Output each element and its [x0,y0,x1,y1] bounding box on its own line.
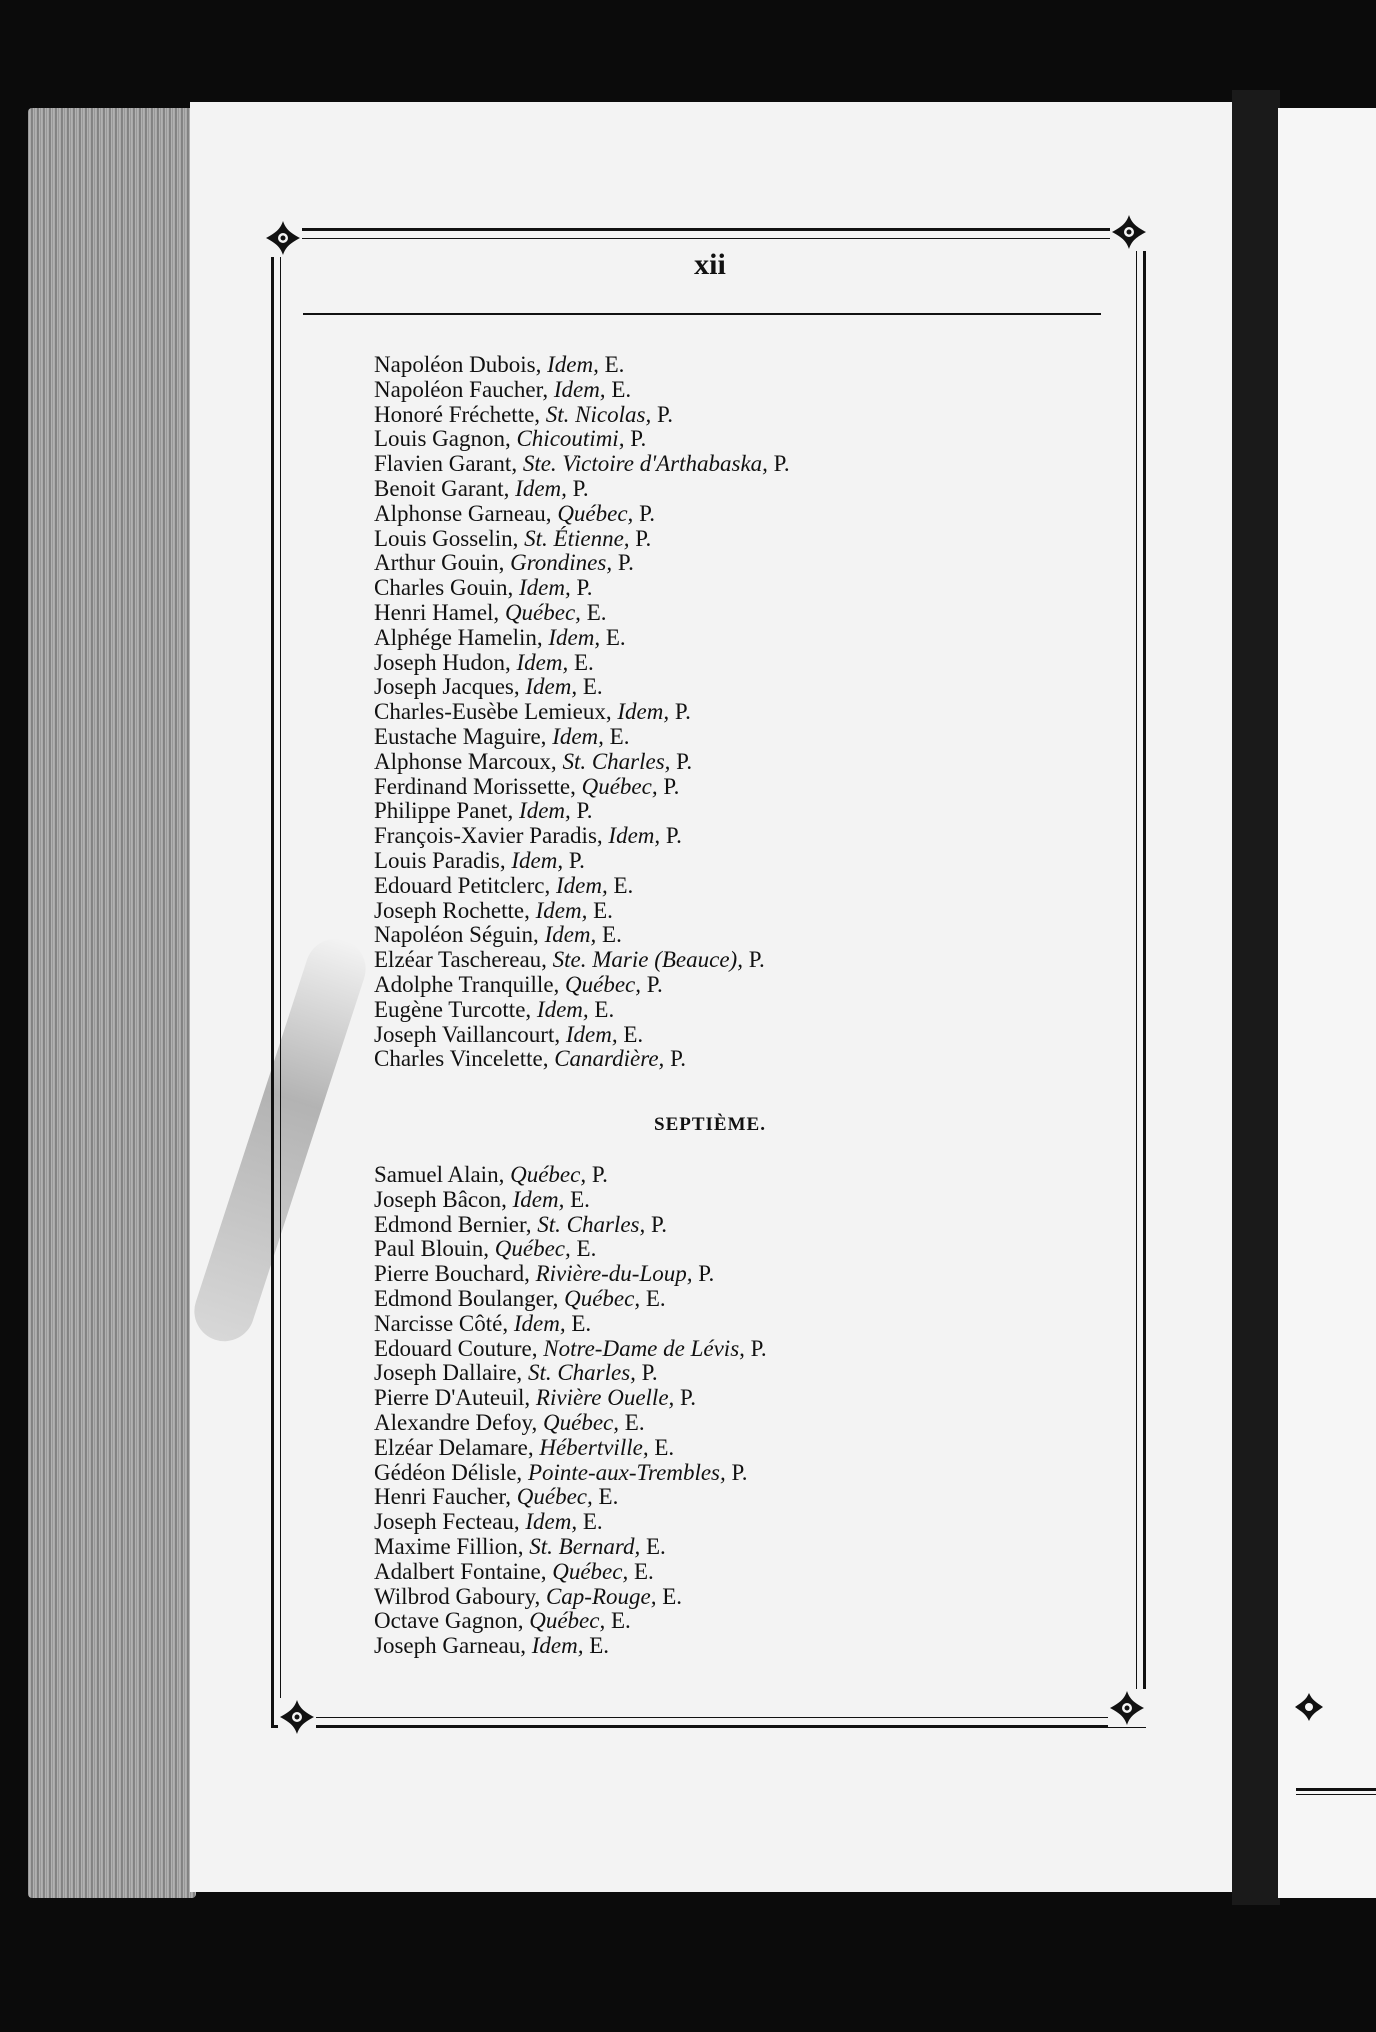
student-name: Adalbert Fontaine, [374,1558,547,1584]
list-item [374,601,790,626]
list-item [374,1163,767,1188]
book-gutter [1232,90,1280,1905]
list-item [374,403,790,428]
student-place: Québec, [565,971,642,997]
student-status: E. [633,1558,654,1584]
list-item [374,378,790,403]
student-name: Joseph Vaillancourt, [374,1021,561,1047]
student-status: E. [624,1409,645,1435]
student-name: Louis Gosselin, [374,525,519,551]
student-name: Napoléon Faucher, [374,376,549,402]
student-name: Samuel Alain, [374,1162,505,1187]
student-place: Notre-Dame de Lévis, [543,1335,745,1361]
student-name: Philippe Panet, [374,798,514,824]
student-name: Gédéon Délisle, [374,1459,523,1485]
list-item [374,1634,767,1659]
student-name: Henri Faucher, [374,1484,512,1510]
student-place: Idem, [536,996,589,1022]
list-item [374,427,790,452]
student-status: E. [654,1434,675,1460]
student-place: St. Charles, [562,748,671,774]
header-rule [303,313,1101,315]
student-status: P. [630,426,647,452]
student-place: Idem, [552,723,604,749]
student-place: Cap-Rouge, [545,1583,657,1609]
student-place: Québec, [510,1162,587,1187]
student-status: E. [582,674,603,700]
student-status: E. [609,723,630,749]
student-place: Idem, [565,1021,618,1047]
list-item [374,1237,767,1262]
list-item [374,1535,767,1560]
student-place: Idem, [511,847,564,873]
student-status: P. [576,798,593,824]
student-place: Québec, [504,599,581,625]
student-status: E. [605,624,626,650]
corner-ornament-bottom-left-icon [278,1698,316,1736]
student-status: E. [586,599,607,625]
list-item [374,1461,767,1486]
student-status: E. [570,1186,590,1212]
student-place: St. Étienne, [524,525,630,551]
list-item [374,1023,790,1048]
list-item [374,1609,767,1634]
student-name: Alphonse Marcoux, [374,748,557,774]
corner-ornament-top-right-icon [1110,213,1148,251]
student-status: P. [656,401,673,427]
corner-ornament-bottom-right-icon [1108,1689,1146,1727]
student-place: Québec, [543,1409,620,1435]
list-item [374,948,790,973]
list-item [374,1188,767,1213]
student-place: St. Nicolas, [545,401,652,427]
list-item [374,551,790,576]
student-place: Rivière Ouelle, [535,1385,675,1411]
student-place: Québec, [564,1285,641,1311]
list-item [374,750,790,775]
student-name: Henri Hamel, [374,599,500,625]
student-list-septieme [374,1163,767,1659]
student-name: Honoré Fréchette, [374,401,541,427]
student-name: Flavien Garant, [374,451,518,477]
student-place: Québec, [494,1236,571,1262]
student-status: E. [594,996,615,1022]
student-name: Louis Gagnon, [374,426,511,452]
student-name: Joseph Jacques, [374,674,520,700]
student-name: Eustache Maguire, [374,723,547,749]
student-place: Québec, [516,1484,593,1510]
student-status: P. [641,1360,658,1386]
student-place: Pointe-aux-Trembles, [527,1459,726,1485]
student-name: Joseph Dallaire, [374,1360,523,1386]
list-item [374,1560,767,1585]
student-status: P. [646,971,663,997]
list-item [374,651,790,676]
student-place: Rivière-du-Loup, [535,1261,693,1287]
student-status: P. [591,1162,608,1187]
student-name: Joseph Rochette, [374,897,530,923]
list-item [374,1436,767,1461]
student-status: E. [645,1533,666,1559]
student-place: Idem, [556,872,608,898]
student-place: Idem, [516,649,569,675]
student-status: E. [604,352,625,377]
student-status: P. [674,699,691,725]
student-name: Elzéar Delamare, [374,1434,534,1460]
student-name: Pierre D'Auteuil, [374,1385,531,1411]
student-place: Québec, [581,773,658,799]
list-item [374,874,790,899]
list-item [374,1047,790,1072]
student-name: Alphonse Garneau, [374,500,552,526]
list-item [374,775,790,800]
student-name: Eugène Turcotte, [374,996,532,1022]
student-status: P. [750,1335,767,1361]
student-name: Octave Gagnon, [374,1608,524,1634]
student-place: Idem, [544,922,597,948]
student-place: St. Charles, [527,1360,636,1386]
student-status: E. [611,376,632,402]
student-name: Edmond Boulanger, [374,1285,559,1311]
student-status: P. [635,525,652,551]
student-status: E. [602,922,622,948]
student-name: Napoléon Dubois, [374,352,542,377]
student-name: Arthur Gouin, [374,550,505,576]
student-place: Idem, [515,475,567,501]
student-name: Charles Gouin, [374,575,514,601]
student-name: Narcisse Côté, [374,1310,509,1336]
list-item [374,452,790,477]
facing-page-corner-ornament-icon [1292,1690,1326,1724]
student-place: Idem, [513,1310,566,1336]
student-status: P. [639,500,656,526]
student-name: Pierre Bouchard, [374,1261,530,1287]
student-name: Napoléon Séguin, [374,922,539,948]
student-name: François-Xavier Paradis, [374,823,603,849]
student-name: Edmond Bernier, [374,1211,532,1237]
student-place: Idem, [608,823,661,849]
list-item [374,1312,767,1337]
student-status: E. [610,1608,631,1634]
student-status: P. [663,773,680,799]
student-status: P. [698,1261,715,1287]
list-item [374,1361,767,1386]
student-place: Idem, [531,1633,584,1659]
student-name: Paul Blouin, [374,1236,490,1262]
student-place: St. Charles, [537,1211,646,1237]
student-status: E. [645,1285,666,1311]
list-item [374,626,790,651]
student-name: Joseph Garneau, [374,1633,527,1659]
list-item [374,998,790,1023]
student-name: Edouard Couture, [374,1335,538,1361]
list-item [374,675,790,700]
student-status: E. [593,897,613,923]
student-name: Joseph Bâcon, [374,1186,507,1212]
list-item [374,1411,767,1436]
list-item [374,1510,767,1535]
facing-page-frame-rule [1296,1788,1376,1795]
student-place: Idem, [525,674,578,700]
student-name: Maxime Fillion, [374,1533,524,1559]
student-name: Alexandre Defoy, [374,1409,538,1435]
list-item [374,576,790,601]
corner-ornament-top-left-icon [264,219,302,257]
student-place: Canardière, [554,1046,665,1072]
student-status: E. [571,1310,592,1336]
student-place: Idem, [512,1186,565,1212]
student-status: P. [680,1385,697,1411]
list-item [374,1386,767,1411]
student-name: Ferdinand Morissette, [374,773,576,799]
student-status: E. [662,1583,683,1609]
student-place: Québec, [529,1608,606,1634]
student-name: Joseph Hudon, [374,649,511,675]
student-name: Elzéar Taschereau, [374,947,547,973]
student-place: Chicoutimi, [516,426,625,452]
student-name: Louis Paradis, [374,847,506,873]
student-place: Grondines, [510,550,613,576]
section-heading: SEPTIÈME. [654,1114,766,1135]
student-name: Edouard Petitclerc, [374,872,551,898]
student-place: Idem, [519,798,571,824]
list-item [374,899,790,924]
list-item [374,700,790,725]
student-list-first [374,353,790,1072]
student-place: Québec, [552,1558,629,1584]
student-name: Alphége Hamelin, [374,624,543,650]
student-place: Idem, [547,352,599,377]
student-place: Hébertville, [539,1434,649,1460]
student-place: Idem, [535,897,588,923]
student-name: Joseph Fecteau, [374,1509,520,1535]
student-status: P. [650,1211,667,1237]
list-item [374,1287,767,1312]
student-name: Charles-Eusèbe Lemieux, [374,699,612,725]
facing-page [1278,108,1376,1898]
student-status: P. [665,823,682,849]
list-item [374,849,790,874]
list-item [374,799,790,824]
student-status: P. [731,1459,748,1485]
student-name: Adolphe Tranquille, [374,971,560,997]
list-item [374,1337,767,1362]
list-item [374,502,790,527]
list-item [374,353,790,378]
student-status: E. [589,1633,610,1659]
student-status: E. [598,1484,619,1510]
student-status: E. [613,872,634,898]
student-status: P. [748,947,765,973]
student-place: Idem, [519,575,571,601]
book-page-edges [28,108,196,1898]
student-name: Wilbrod Gaboury, [374,1583,541,1609]
student-status: P. [617,550,634,576]
student-status: E. [623,1021,644,1047]
list-item [374,527,790,552]
student-status: P. [576,575,593,601]
list-item [374,1213,767,1238]
student-status: E. [576,1236,597,1262]
student-status: E. [582,1509,603,1535]
student-status: P. [773,451,790,477]
student-status: E. [573,649,594,675]
student-name: Benoit Garant, [374,475,510,501]
list-item [374,923,790,948]
list-item [374,477,790,502]
student-status: P. [676,748,693,774]
student-name: Charles Vincelette, [374,1046,549,1072]
student-status: P. [572,475,589,501]
student-status: P. [670,1046,687,1072]
list-item [374,1585,767,1610]
student-place: St. Bernard, [529,1533,641,1559]
list-item [374,973,790,998]
list-item [374,1262,767,1287]
page-number: xii [694,248,726,281]
student-place: Ste. Marie (Beauce), [552,947,743,973]
student-place: Ste. Victoire d'Arthabaska, [522,451,768,477]
student-status: P. [568,847,585,873]
student-place: Idem, [553,376,606,402]
list-item [374,1485,767,1510]
student-place: Idem, [548,624,601,650]
list-item [374,824,790,849]
student-place: Québec, [557,500,634,526]
student-place: Idem, [525,1509,578,1535]
list-item [374,725,790,750]
student-place: Idem, [617,699,670,725]
